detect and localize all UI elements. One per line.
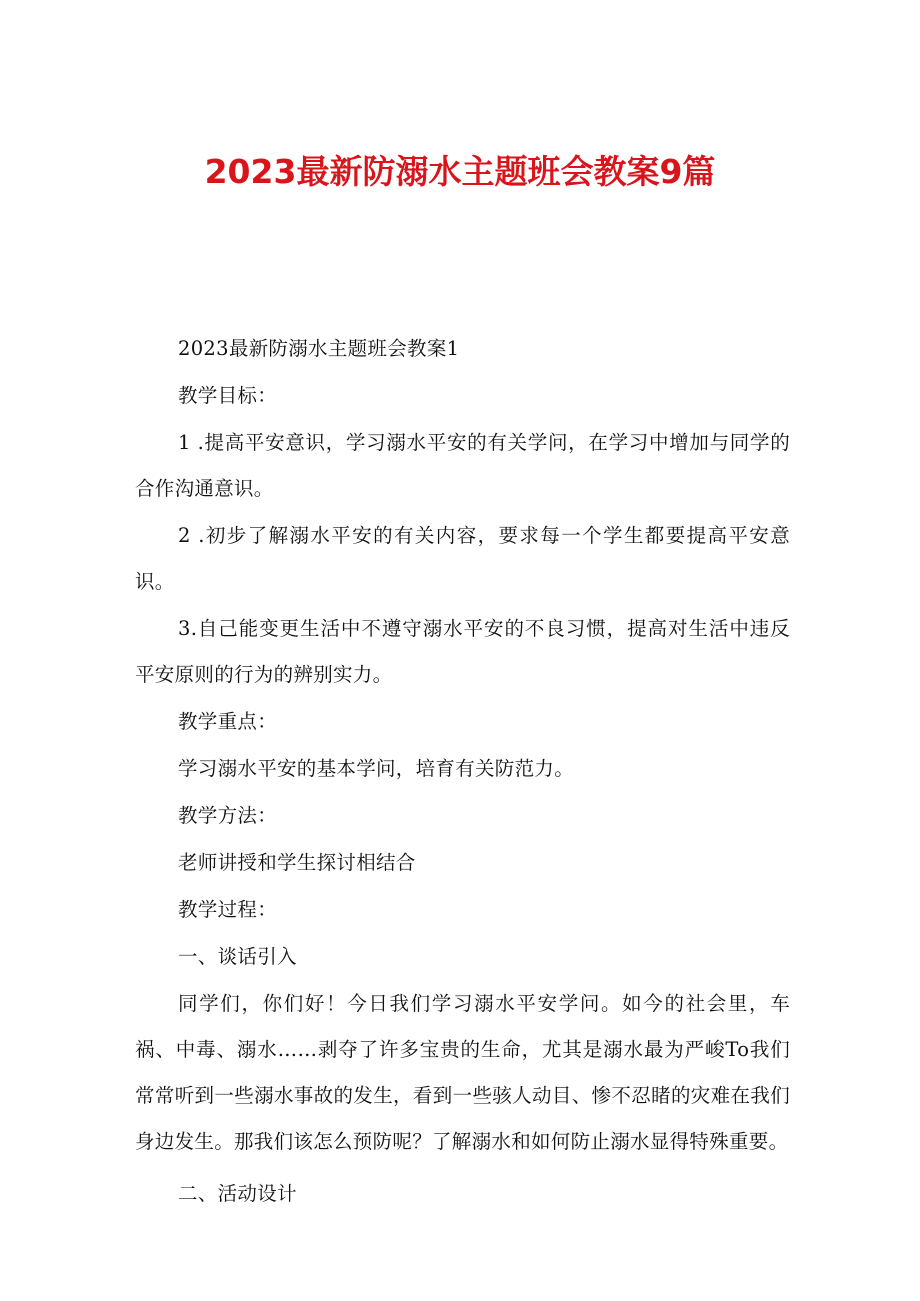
- heading-teaching-goals: 教学目标：: [178, 384, 278, 407]
- document-title: 2023最新防溺水主题班会教案9篇: [204, 152, 716, 191]
- goal-item-1: 1 .提高平安意识，学习溺水平安的有关学问，在学习中增加与同学的合作沟通意识。: [135, 431, 790, 500]
- heading-teaching-process: 教学过程：: [178, 898, 278, 921]
- teaching-method-text: 老师讲授和学生探讨相结合: [178, 851, 416, 874]
- step-heading-activity: 二、活动设计: [178, 1182, 297, 1205]
- document-body: [135, 326, 790, 1217]
- teaching-focus-text: 学习溺水平安的基本学问，培育有关防范力。: [178, 757, 575, 780]
- goal-item-3: 3.自己能变更生活中不遵守溺水平安的不良习惯，提高对生活中违反平安原则的行为的辨别实力。: [135, 617, 790, 686]
- goal-item-2: 2 .初步了解溺水平安的有关内容，要求每一个学生都要提高平安意识。: [135, 524, 790, 593]
- step-heading-intro: 一、谈话引入: [178, 945, 297, 968]
- heading-teaching-focus: 教学重点：: [178, 710, 278, 733]
- section-heading-lesson-1: 2023最新防溺水主题班会教案1: [178, 337, 460, 360]
- heading-teaching-method: 教学方法：: [178, 804, 278, 827]
- intro-paragraph: 同学们，你们好！今日我们学习溺水平安学问。如今的社会里，车祸、中毒、溺水……剥夺了许多宝贵的生命，尤其是溺水最为严峻To我们常常听到一些溺水事故的发生，看到一些骇人动目、惨不忍睹的灾难在我们身边发生。那我们该怎么预防呢？了解溺水和如何防止溺水显得特殊重要。: [135, 992, 790, 1153]
